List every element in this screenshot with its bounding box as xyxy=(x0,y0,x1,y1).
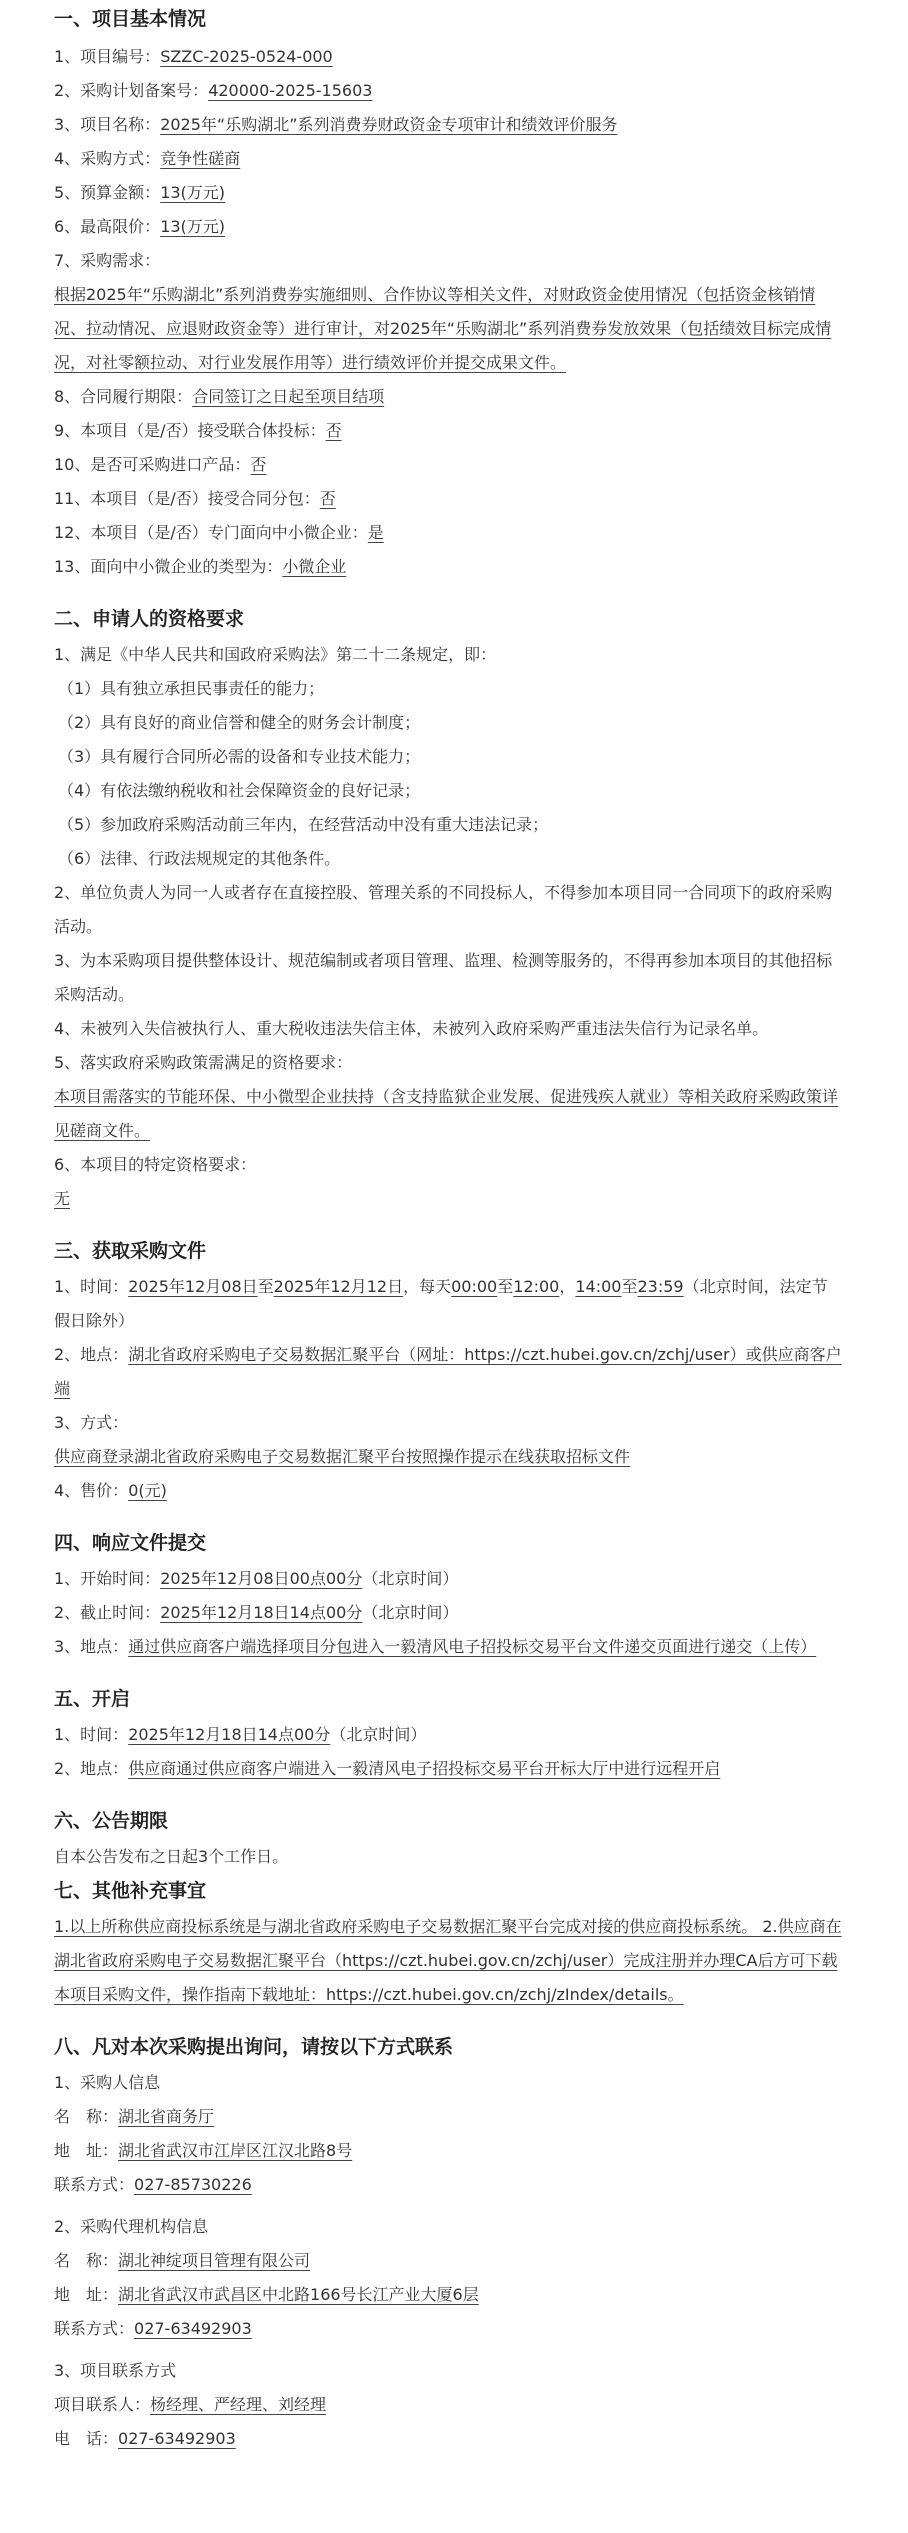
section-title: 六、公告期限 xyxy=(54,1810,169,1832)
submission-start: 2025年12月08日00点00分 xyxy=(160,1569,363,1588)
section-obtain-documents xyxy=(54,1236,842,1508)
procurement-method: 竞争性磋商 xyxy=(160,149,241,168)
import-row: 10、是否可采购进口产品：否 xyxy=(54,455,267,474)
obtain-method: 供应商登录湖北省政府采购电子交易数据汇聚平台按照操作提示在线获取招标文件 xyxy=(54,1447,631,1466)
notice-period-text: 自本公告发布之日起3个工作日。 xyxy=(54,1847,289,1866)
obtain-location: 湖北省政府采购电子交易数据汇聚平台（网址：https://czt.hubei.gov.cn/zchj/user）或供应商客户端 xyxy=(54,1345,842,1398)
budget-row: 5、预算金额：13(万元) xyxy=(54,183,226,202)
consortium-row: 9、本项目（是/否）接受联合体投标：否 xyxy=(54,421,342,440)
sme-type-row: 13、面向中小微企业的类型为：小微企业 xyxy=(54,557,347,576)
section-supplementary xyxy=(54,1876,842,2012)
section-title: 二、申请人的资格要求 xyxy=(54,608,245,630)
document-price: 0(元) xyxy=(128,1481,167,1500)
agency-name-row: 名 称：湖北神绽项目管理有限公司 xyxy=(54,2251,311,2270)
plan-record-row: 2、采购计划备案号：420000-2025-15603 xyxy=(54,81,373,100)
section-title: 四、响应文件提交 xyxy=(54,1532,207,1554)
submission-location-row: 3、地点：通过供应商客户端选择项目分包进入一毅清风电子招投标交易平台文件递交页面进行递交（上传） xyxy=(54,1637,817,1656)
qualification-condition: （4）有依法缴纳税收和社会保障资金的良好记录； xyxy=(58,781,421,800)
qualification-condition: （5）参加政府采购活动前三年内，在经营活动中没有重大违法记录； xyxy=(58,815,549,834)
sme-type: 小微企业 xyxy=(282,557,347,576)
consortium-value: 否 xyxy=(325,421,342,440)
section-submission xyxy=(54,1528,842,1664)
section-contacts xyxy=(54,2032,842,2456)
budget-amount: 13(万元) xyxy=(160,183,226,202)
project-name-row: 3、项目名称：2025年“乐购湖北”系列消费券财政资金专项审计和绩效评价服务 xyxy=(54,115,618,134)
agency-info xyxy=(54,2210,842,2346)
contact-block-title: 2、采购代理机构信息 xyxy=(54,2217,209,2236)
section-title: 一、项目基本情况 xyxy=(54,8,207,30)
supplementary-text: 1.以上所称供应商投标系统是与湖北省政府采购电子交易数据汇聚平台完成对接的供应商投标系统。 2.供应商在湖北省政府采购电子交易数据汇聚平台（https://czt.hubei.gov.cn/zchj/user）完成注册并办理CA后方可下载本项目采购文件，操作指南下载地址：https://czt.hubei.gov.cn/zchj/zIndex/details。 xyxy=(54,1917,842,2004)
plan-record-number: 420000-2025-15603 xyxy=(208,81,373,100)
contact-block-title: 1、采购人信息 xyxy=(54,2073,161,2092)
section-title: 七、其他补充事宜 xyxy=(54,1880,207,1902)
price-row: 4、售价：0(元) xyxy=(54,1481,167,1500)
section-basic-info xyxy=(54,4,842,584)
max-price-row: 6、最高限价：13(万元) xyxy=(54,217,226,236)
section-title: 八、凡对本次采购提出询问，请按以下方式联系 xyxy=(54,2036,454,2058)
qualification-item: 2、单位负责人为同一人或者存在直接控股、管理关系的不同投标人，不得参加本项目同一合同项下的政府采购活动。 xyxy=(54,883,833,936)
obtain-time-row: 1、时间：2025年12月08日至2025年12月12日，每天00:00至12:00，14:00至23:59（北京时间，法定节假日除外） xyxy=(54,1277,828,1330)
subcontract-value: 否 xyxy=(319,489,336,508)
qualification-item: 4、未被列入失信被执行人、重大税收违法失信主体，未被列入政府采购严重违法失信行为记录名单。 xyxy=(54,1019,769,1038)
subcontract-row: 11、本项目（是/否）接受合同分包：否 xyxy=(54,489,336,508)
submission-deadline: 2025年12月18日14点00分 xyxy=(160,1603,363,1622)
qualification-condition: （6）法律、行政法规规定的其他条件。 xyxy=(58,849,341,868)
qualification-item: 5、落实政府采购政策需满足的资格要求： xyxy=(54,1053,353,1072)
max-price: 13(万元) xyxy=(160,217,226,236)
contract-period: 合同签订之日起至项目结项 xyxy=(192,387,385,406)
section-title: 五、开启 xyxy=(54,1688,131,1710)
purchaser-phone-row: 联系方式：027-85730226 xyxy=(54,2175,252,2194)
project-contact-person-row: 项目联系人：杨经理、严经理、刘经理 xyxy=(54,2395,327,2414)
project-number: SZZC-2025-0524-000 xyxy=(160,47,333,66)
project-contact-info xyxy=(54,2354,842,2456)
import-value: 否 xyxy=(250,455,267,474)
project-number-row: 1、项目编号：SZZC-2025-0524-000 xyxy=(54,47,333,66)
obtain-location-row: 2、地点：湖北省政府采购电子交易数据汇聚平台（网址：https://czt.hubei.gov.cn/zchj/user）或供应商客户端 xyxy=(54,1345,842,1398)
contract-period-row: 8、合同履行期限：合同签订之日起至项目结项 xyxy=(54,387,385,406)
qualification-item: 6、本项目的特定资格要求： xyxy=(54,1155,257,1174)
sme-value: 是 xyxy=(367,523,384,542)
sme-row: 12、本项目（是/否）专门面向中小微企业：是 xyxy=(54,523,384,542)
opening-location: 供应商通过供应商客户端进入一毅清风电子招投标交易平台开标大厅中进行远程开启 xyxy=(128,1759,721,1778)
purchaser-info xyxy=(54,2066,842,2202)
purchaser-address-row: 地 址：湖北省武汉市江岸区江汉北路8号 xyxy=(54,2141,353,2160)
qualification-item: 1、满足《中华人民共和国政府采购法》第二十二条规定，即： xyxy=(54,645,497,664)
qualification-condition: （2）具有良好的商业信誉和健全的财务会计制度； xyxy=(58,713,421,732)
obtain-method-label: 3、方式： xyxy=(54,1413,129,1432)
opening-time: 2025年12月18日14点00分 xyxy=(128,1725,331,1744)
qualification-condition: （3）具有履行合同所必需的设备和专业技术能力； xyxy=(58,747,421,766)
qualification-item: 3、为本采购项目提供整体设计、规范编制或者项目管理、监理、检测等服务的，不得再参加本项目的其他招标采购活动。 xyxy=(54,951,833,1004)
purchaser-name-row: 名 称：湖北省商务厅 xyxy=(54,2107,215,2126)
section-opening xyxy=(54,1684,842,1786)
specific-requirements: 无 xyxy=(54,1189,71,1208)
section-qualifications xyxy=(54,604,842,1216)
qualification-condition: （1）具有独立承担民事责任的能力； xyxy=(58,679,325,698)
requirements-label: 7、采购需求： xyxy=(54,251,161,270)
policy-requirements: 本项目需落实的节能环保、中小微型企业扶持（含支持监狱企业发展、促进残疾人就业）等相关政府采购政策详见磋商文件。 xyxy=(54,1087,839,1140)
opening-time-row: 1、时间：2025年12月18日14点00分（北京时间） xyxy=(54,1725,427,1744)
submission-deadline-row: 2、截止时间：2025年12月18日14点00分（北京时间） xyxy=(54,1603,459,1622)
opening-location-row: 2、地点：供应商通过供应商客户端进入一毅清风电子招投标交易平台开标大厅中进行远程开启 xyxy=(54,1759,721,1778)
section-title: 三、获取采购文件 xyxy=(54,1240,207,1262)
section-notice-period xyxy=(54,1806,842,1874)
submission-start-row: 1、开始时间：2025年12月08日00点00分（北京时间） xyxy=(54,1569,459,1588)
agency-phone-row: 联系方式：027-63492903 xyxy=(54,2319,252,2338)
project-contact-phone-row: 电 话：027-63492903 xyxy=(54,2429,236,2448)
contact-block-title: 3、项目联系方式 xyxy=(54,2361,177,2380)
submission-location: 通过供应商客户端选择项目分包进入一毅清风电子招投标交易平台文件递交页面进行递交（上传） xyxy=(128,1637,817,1656)
agency-address-row: 地 址：湖北省武汉市武昌区中北路166号长江产业大厦6层 xyxy=(54,2285,479,2304)
procurement-method-row: 4、采购方式：竞争性磋商 xyxy=(54,149,241,168)
project-name: 2025年“乐购湖北”系列消费券财政资金专项审计和绩效评价服务 xyxy=(160,115,618,134)
requirements-text: 根据2025年“乐购湖北”系列消费券实施细则、合作协议等相关文件，对财政资金使用情况（包括资金核销情况、拉动情况、应退财政资金等）进行审计，对2025年“乐购湖北”系列消费券发放效果（包括绩效目标完成情况，对社零额拉动、对行业发展作用等）进行绩效评价并提交成果文件。 xyxy=(54,285,832,372)
